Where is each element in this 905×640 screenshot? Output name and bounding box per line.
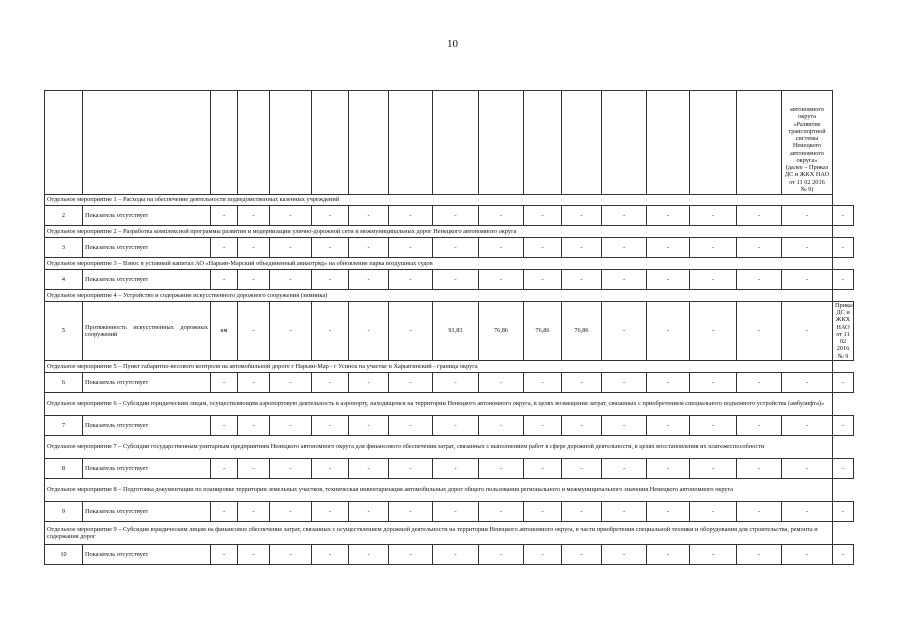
value-cell: -: [270, 372, 312, 392]
value-cell: -: [690, 206, 737, 226]
value-cell: -: [782, 302, 833, 361]
value-cell: -: [562, 206, 602, 226]
basis-cell: -: [833, 238, 854, 258]
value-cell: -: [312, 238, 349, 258]
value-cell: -: [524, 501, 562, 521]
table-row: [45, 372, 854, 392]
basis-cell: -: [833, 415, 854, 435]
section-title: Отдельное мероприятие 2 – Разработка комплексной программы развития и модернизации улично-дорожной сети и межмуниципальных дорог Ненецкого автономного округа: [45, 226, 833, 238]
value-cell: 76,86: [562, 302, 602, 361]
section-title: Отдельное мероприятие 6 – Субсидии юридическим лицам, осуществляющим аэропортовую деятельность в аэропорту, находящемся на территории Ненецкого автономного округа, в целях возмещения затрат, связанных с приобретением специального подъемного устройства (амбулифта)»: [45, 392, 833, 415]
value-cell: -: [647, 501, 690, 521]
value-cell: -: [389, 458, 433, 478]
row-number: 5: [45, 302, 83, 361]
value-cell: -: [602, 415, 647, 435]
value-cell: -: [690, 501, 737, 521]
unit-cell: -: [211, 501, 238, 521]
value-cell: -: [349, 302, 389, 361]
value-cell: -: [524, 206, 562, 226]
value-cell: -: [312, 372, 349, 392]
value-cell: -: [349, 238, 389, 258]
value-cell: -: [737, 270, 782, 290]
section-row: [45, 360, 854, 372]
value-cell: -: [238, 544, 270, 564]
value-cell: -: [602, 544, 647, 564]
value-cell: -: [433, 238, 479, 258]
value-cell: -: [562, 458, 602, 478]
value-cell: -: [433, 501, 479, 521]
value-cell: -: [270, 501, 312, 521]
value-cell: -: [433, 372, 479, 392]
value-cell: -: [389, 206, 433, 226]
value-cell: -: [433, 415, 479, 435]
value-cell: -: [782, 544, 833, 564]
value-cell: -: [238, 238, 270, 258]
table-row: [45, 415, 854, 435]
value-cell: -: [389, 544, 433, 564]
indicator-name: Показатель отсутствует: [83, 458, 211, 478]
value-cell: -: [389, 302, 433, 361]
value-cell: -: [782, 415, 833, 435]
value-cell: -: [602, 501, 647, 521]
basis-line: ДС и ЖКХ НАО: [784, 171, 830, 179]
basis-cell: Приказ ДС и ЖКХ НАО от 11 02 2016 № 9: [833, 302, 854, 361]
row-number: 4: [45, 270, 83, 290]
section-title: Отдельное мероприятие 1 – Расходы на обеспечение деятельности подведомственных казенных учреждений: [45, 195, 833, 206]
value-cell: -: [349, 372, 389, 392]
basis-line: № 9): [800, 185, 814, 193]
value-cell: -: [647, 458, 690, 478]
value-cell: -: [647, 270, 690, 290]
section-title: Отдельное мероприятие 7 – Субсидии государственным унитарным предприятиям Ненецкого автономного округа для финансового обеспечения затрат, связанных с выполнением работ в сфере дорожной деятельности, в целях восстановления их платежеспособности: [45, 435, 833, 458]
value-cell: -: [238, 206, 270, 226]
value-cell: -: [737, 238, 782, 258]
value-cell: 76,86: [479, 302, 524, 361]
value-cell: -: [690, 302, 737, 361]
value-cell: -: [312, 415, 349, 435]
value-cell: -: [238, 458, 270, 478]
basis-line: системы Ненецкого: [792, 135, 822, 150]
value-cell: -: [349, 270, 389, 290]
indicators-table: [44, 90, 854, 565]
value-cell: -: [562, 544, 602, 564]
page-number: 10: [447, 38, 458, 50]
value-cell: -: [562, 372, 602, 392]
row-number: 3: [45, 238, 83, 258]
value-cell: -: [524, 238, 562, 258]
header-row: [45, 91, 854, 195]
indicator-name: Показатель отсутствует: [83, 206, 211, 226]
basis-cell: -: [833, 372, 854, 392]
value-cell: -: [238, 302, 270, 361]
value-cell: 76,86: [524, 302, 562, 361]
value-cell: -: [602, 372, 647, 392]
value-cell: -: [737, 372, 782, 392]
value-cell: -: [737, 544, 782, 564]
table-row: [45, 458, 854, 478]
value-cell: -: [647, 372, 690, 392]
section-row: [45, 195, 854, 206]
value-cell: -: [690, 415, 737, 435]
value-cell: -: [433, 270, 479, 290]
table-row: [45, 206, 854, 226]
value-cell: 91,83: [433, 302, 479, 361]
value-cell: -: [782, 206, 833, 226]
value-cell: -: [312, 302, 349, 361]
basis-line: (далее – Приказ: [785, 164, 829, 172]
table-row: [45, 501, 854, 521]
value-cell: -: [479, 238, 524, 258]
value-cell: -: [479, 458, 524, 478]
value-cell: -: [647, 302, 690, 361]
row-number: 7: [45, 415, 83, 435]
section-title: Отдельное мероприятие 9 – Субсидия юридическим лицам на финансовое обеспечение затрат, связанных с осуществлением дорожной деятельности на территории Ненецкого автономного округа, в части приобретения специальной техники и оборудования для строительства, ремонта и содержания дорог: [45, 521, 833, 544]
value-cell: -: [690, 270, 737, 290]
unit-cell: -: [211, 206, 238, 226]
value-cell: -: [389, 372, 433, 392]
value-cell: -: [312, 458, 349, 478]
section-row: [45, 258, 854, 270]
value-cell: -: [737, 415, 782, 435]
value-cell: -: [479, 270, 524, 290]
value-cell: -: [479, 501, 524, 521]
value-cell: -: [312, 501, 349, 521]
indicator-name: Протяженность искусственных дорожных сооружений: [83, 302, 211, 361]
basis-line: от 11 02 2016: [789, 178, 825, 186]
value-cell: -: [690, 238, 737, 258]
basis-cell: -: [833, 206, 854, 226]
value-cell: -: [479, 415, 524, 435]
value-cell: -: [782, 458, 833, 478]
value-cell: -: [524, 415, 562, 435]
table-row: [45, 302, 854, 361]
value-cell: -: [349, 458, 389, 478]
value-cell: -: [349, 206, 389, 226]
section-row: [45, 226, 854, 238]
basis-cell: -: [833, 458, 854, 478]
unit-cell: км: [211, 302, 238, 361]
section-title: Отдельное мероприятие 5 – Пункт габаритно-весового контроля на автомобильной дороге г Нарьян-Мар - г Усинск на участке п Харьягинский - граница округа: [45, 360, 833, 372]
value-cell: -: [737, 302, 782, 361]
section-row: [45, 521, 854, 544]
table-row: [45, 270, 854, 290]
row-number: 2: [45, 206, 83, 226]
value-cell: -: [479, 372, 524, 392]
indicator-name: Показатель отсутствует: [83, 238, 211, 258]
row-number: 9: [45, 501, 83, 521]
value-cell: -: [647, 544, 690, 564]
value-cell: -: [433, 544, 479, 564]
value-cell: -: [312, 206, 349, 226]
value-cell: -: [349, 544, 389, 564]
indicator-name: Показатель отсутствует: [83, 415, 211, 435]
section-row: [45, 392, 854, 415]
basis-cell: -: [833, 544, 854, 564]
value-cell: -: [782, 372, 833, 392]
value-cell: -: [737, 501, 782, 521]
value-cell: -: [737, 206, 782, 226]
value-cell: -: [270, 270, 312, 290]
value-cell: -: [479, 206, 524, 226]
value-cell: -: [524, 458, 562, 478]
section-row: [45, 290, 854, 302]
value-cell: -: [690, 372, 737, 392]
value-cell: -: [562, 238, 602, 258]
row-number: 10: [45, 544, 83, 564]
indicator-name: Показатель отсутствует: [83, 372, 211, 392]
table-row: [45, 238, 854, 258]
value-cell: -: [690, 544, 737, 564]
value-cell: -: [602, 270, 647, 290]
value-cell: -: [238, 415, 270, 435]
section-row: [45, 478, 854, 501]
value-cell: -: [433, 206, 479, 226]
indicator-name: Показатель отсутствует: [83, 501, 211, 521]
indicator-name: Показатель отсутствует: [83, 544, 211, 564]
value-cell: -: [782, 501, 833, 521]
section-title: Отдельное мероприятие 4 – Устройство и содержание искусственного дорожного сооружения (зимника): [45, 290, 833, 302]
value-cell: -: [647, 415, 690, 435]
basis-line: округа»: [796, 156, 818, 164]
unit-cell: -: [211, 415, 238, 435]
value-cell: -: [647, 206, 690, 226]
value-cell: -: [602, 238, 647, 258]
header-basis-cell: [782, 91, 833, 195]
value-cell: -: [562, 415, 602, 435]
table-row: [45, 544, 854, 564]
value-cell: -: [312, 270, 349, 290]
value-cell: -: [562, 501, 602, 521]
section-title: Отдельное мероприятие 3 – Взнос в уставный капитал АО «Нарьян-Марский объединенный авиаотряд» на обновление парка воздушных судов: [45, 258, 833, 270]
value-cell: -: [389, 501, 433, 521]
value-cell: -: [389, 415, 433, 435]
basis-cell: -: [833, 270, 854, 290]
value-cell: -: [479, 544, 524, 564]
value-cell: -: [270, 415, 312, 435]
value-cell: -: [524, 544, 562, 564]
section-title: Отдельное мероприятие 8 – Подготовка документации по планировке территории земельных участков, техническая инвентаризация автомобильных дорог общего пользования регионального и межмуниципального значения Ненецкого автономного округа: [45, 478, 833, 501]
value-cell: -: [270, 544, 312, 564]
basis-line: «Развитие: [793, 120, 821, 128]
value-cell: -: [602, 302, 647, 361]
value-cell: -: [238, 501, 270, 521]
value-cell: -: [270, 238, 312, 258]
value-cell: -: [349, 415, 389, 435]
indicator-name: Показатель отсутствует: [83, 270, 211, 290]
value-cell: -: [782, 270, 833, 290]
value-cell: -: [349, 501, 389, 521]
value-cell: -: [524, 270, 562, 290]
value-cell: -: [238, 372, 270, 392]
basis-line: транспортной: [788, 127, 826, 135]
value-cell: -: [602, 206, 647, 226]
value-cell: -: [737, 458, 782, 478]
unit-cell: -: [211, 270, 238, 290]
value-cell: -: [270, 302, 312, 361]
value-cell: -: [389, 238, 433, 258]
value-cell: -: [602, 458, 647, 478]
unit-cell: -: [211, 372, 238, 392]
value-cell: -: [270, 206, 312, 226]
value-cell: -: [647, 238, 690, 258]
value-cell: -: [238, 270, 270, 290]
row-number: 6: [45, 372, 83, 392]
basis-cell: -: [833, 501, 854, 521]
unit-cell: -: [211, 458, 238, 478]
value-cell: -: [782, 238, 833, 258]
unit-cell: -: [211, 238, 238, 258]
basis-line: автономного округа: [790, 106, 824, 121]
basis-line: автономного: [790, 149, 824, 157]
value-cell: -: [389, 270, 433, 290]
value-cell: -: [562, 270, 602, 290]
row-number: 8: [45, 458, 83, 478]
value-cell: -: [433, 458, 479, 478]
value-cell: -: [690, 458, 737, 478]
value-cell: -: [270, 458, 312, 478]
value-cell: -: [524, 372, 562, 392]
value-cell: -: [312, 544, 349, 564]
unit-cell: -: [211, 544, 238, 564]
section-row: [45, 435, 854, 458]
